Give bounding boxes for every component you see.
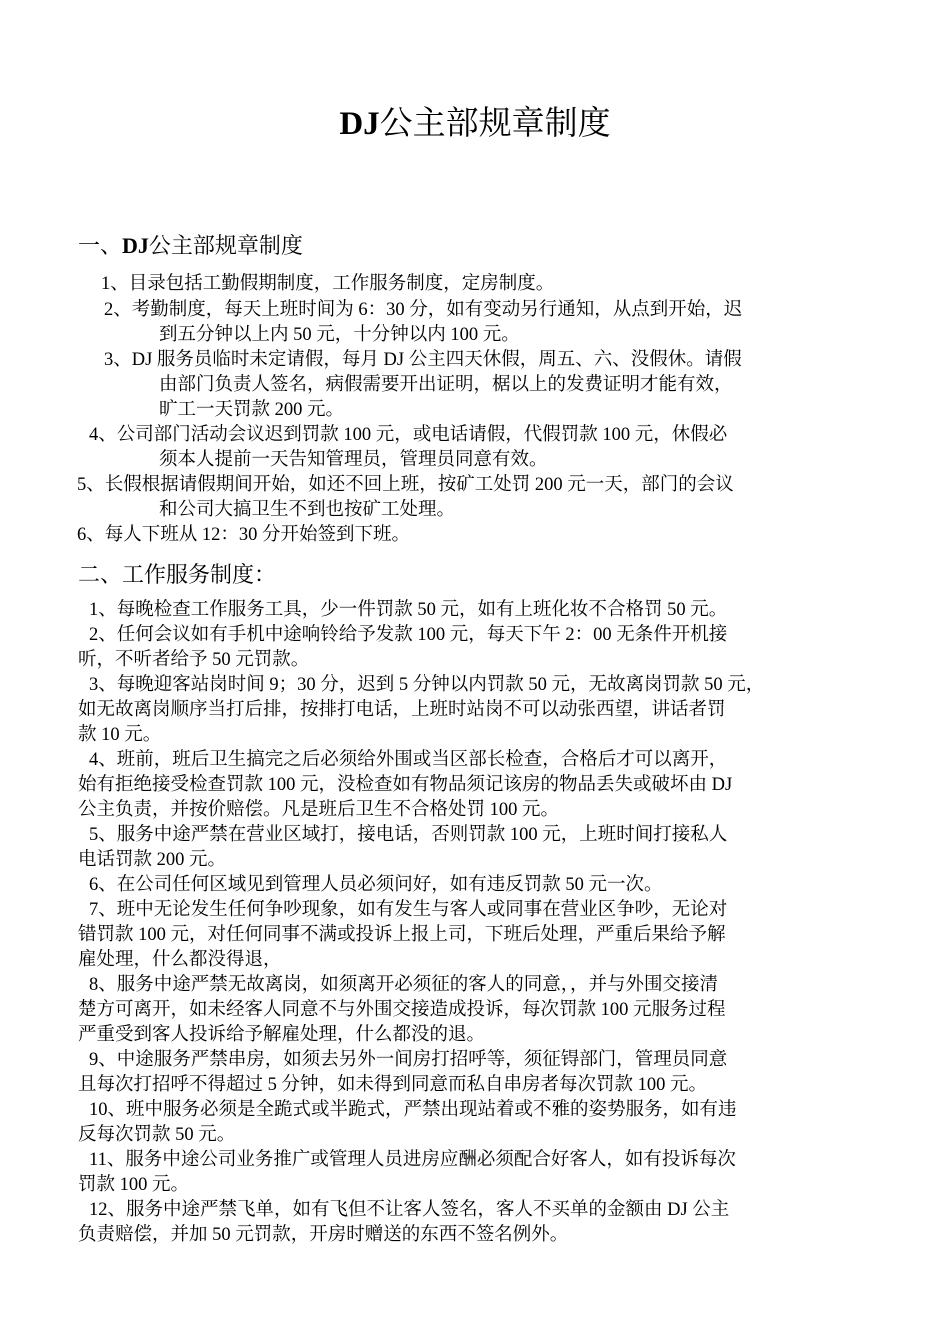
title-latin: DJ	[339, 106, 380, 142]
section-2-line: 反每次罚款 50 元。	[78, 1125, 236, 1145]
section-1-heading	[78, 231, 303, 261]
section-1-line: 4、公司部门活动会议迟到罚款 100 元，或电话请假，代假罚款 100 元，休假必	[89, 425, 728, 445]
section-1-line: 旷工一天罚款 200 元。	[159, 400, 345, 420]
section-1-title: 公主部规章制度	[148, 233, 303, 258]
section-2-line: 7、班中无论发生任何争吵现象，如有发生与客人或同事在营业区争吵，无论对	[89, 900, 728, 920]
section-2-line: 楚方可离开，如未经客人同意不与外围交接造成投诉，每次罚款 100 元服务过程	[78, 1000, 726, 1020]
section-2-line: 3、每晚迎客站岗时间 9；30 分，迟到 5 分钟以内罚款 50 元，无故离岗罚款 50 元，	[89, 675, 765, 695]
section-1-line: 由部门负责人签名，病假需要开出证明，椐以上的发费证明才能有效，	[159, 375, 733, 395]
section-2-line: 罚款 100 元。	[78, 1175, 190, 1195]
section-2-line: 始有拒绝接受检查罚款 100 元，没检查如有物品须记该房的物品丢失或破坏由 DJ	[78, 775, 733, 795]
section-2-line: 负责赔偿，并加 50 元罚款，开房时赠送的东西不签名例外。	[78, 1225, 569, 1245]
section-1-line: 到五分钟以上内 50 元，十分钟以内 100 元。	[159, 325, 520, 345]
section-2-line: 4、班前，班后卫生搞完之后必须给外围或当区部长检查，合格后才可以离开，	[89, 750, 728, 770]
section-2-line: 如无故离岗顺序当打后排，按排打电话，上班时站岗不可以动张西望，讲话者罚	[78, 700, 726, 720]
section-2-line: 错罚款 100 元，对任何同事不满或投诉上报上司，下班后处理，严重后果给予解	[78, 925, 726, 945]
page-title	[0, 102, 950, 146]
section-2-line: 9、中途服务严禁串房，如须去另外一间房打招呼等，须征锝部门，管理员同意	[89, 1050, 728, 1070]
section-1-line: 3、DJ 服务员临时未定请假，每月 DJ 公主四天休假，周五、六、没假休。请假	[104, 350, 742, 370]
section-1-prefix: 一、	[78, 233, 123, 258]
section-1-line: 2、考勤制度，每天上班时间为 6：30 分，如有变动另行通知，从点到开始，迟	[104, 300, 743, 320]
section-2-heading: 二、工作服务制度：	[78, 562, 277, 587]
section-2-line: 6、在公司任何区域见到管理人员必须问好，如有违反罚款 50 元一次。	[89, 875, 663, 895]
section-2-line: 5、服务中途严禁在营业区域打，接电话，否则罚款 100 元，上班时间打接私人	[89, 825, 728, 845]
section-2-line: 12、服务中途严禁飞单，如有飞但不让客人签名，客人不买单的金额由 DJ 公主	[89, 1200, 730, 1220]
section-2-line: 8、服务中途严禁无故离岗，如须离开必须征的客人的同意，，并与外围交接清	[89, 975, 719, 995]
section-2-line: 公主负责，并按价赔偿。凡是班后卫生不合格处罚 100 元。	[78, 800, 560, 820]
section-1-line: 6、每人下班从 12：30 分开始签到下班。	[77, 525, 411, 545]
section-2-line: 雇处理，什么都没得退，	[78, 950, 282, 970]
section-2-line: 且每次打招呼不得超过 5 分钟，如未得到同意而私自串房者每次罚款 100 元。	[78, 1075, 708, 1095]
section-1-line: 5、长假根据请假期间开始，如还不回上班，按矿工处罚 200 元一天，部门的会议	[77, 475, 734, 495]
section-2-line: 2、任何会议如有手机中途响铃给予发款 100 元，每天下午 2：00 无条件开机接	[89, 625, 728, 645]
section-2-line: 10、班中服务必须是全跪式或半跪式，严禁出现站着或不雅的姿势服务，如有违	[89, 1100, 737, 1120]
section-1-latin: DJ	[122, 233, 149, 258]
section-2-line: 听，不听者给予 50 元罚款。	[78, 650, 310, 670]
section-2-line: 11、服务中途公司业务推广或管理人员进房应酬必须配合好客人，如有投诉每次	[89, 1150, 736, 1170]
section-2-line: 严重受到客人投诉给予解雇处理，什么都没的退。	[78, 1025, 486, 1045]
section-2-line: 款 10 元。	[78, 725, 162, 745]
section-1-line: 和公司大搞卫生不到也按矿工处理。	[159, 500, 456, 520]
section-1-line: 须本人提前一天告知管理员，管理员同意有效。	[159, 450, 548, 470]
section-1-line: 1、目录包括工勤假期制度，工作服务制度，定房制度。	[101, 274, 555, 294]
section-2-line: 电话罚款 200 元。	[78, 850, 227, 870]
title-text: 公主部规章制度	[379, 106, 611, 142]
section-2-line: 1、每晚检查工作服务工具，少一件罚款 50 元，如有上班化妆不合格罚 50 元。	[89, 600, 728, 620]
